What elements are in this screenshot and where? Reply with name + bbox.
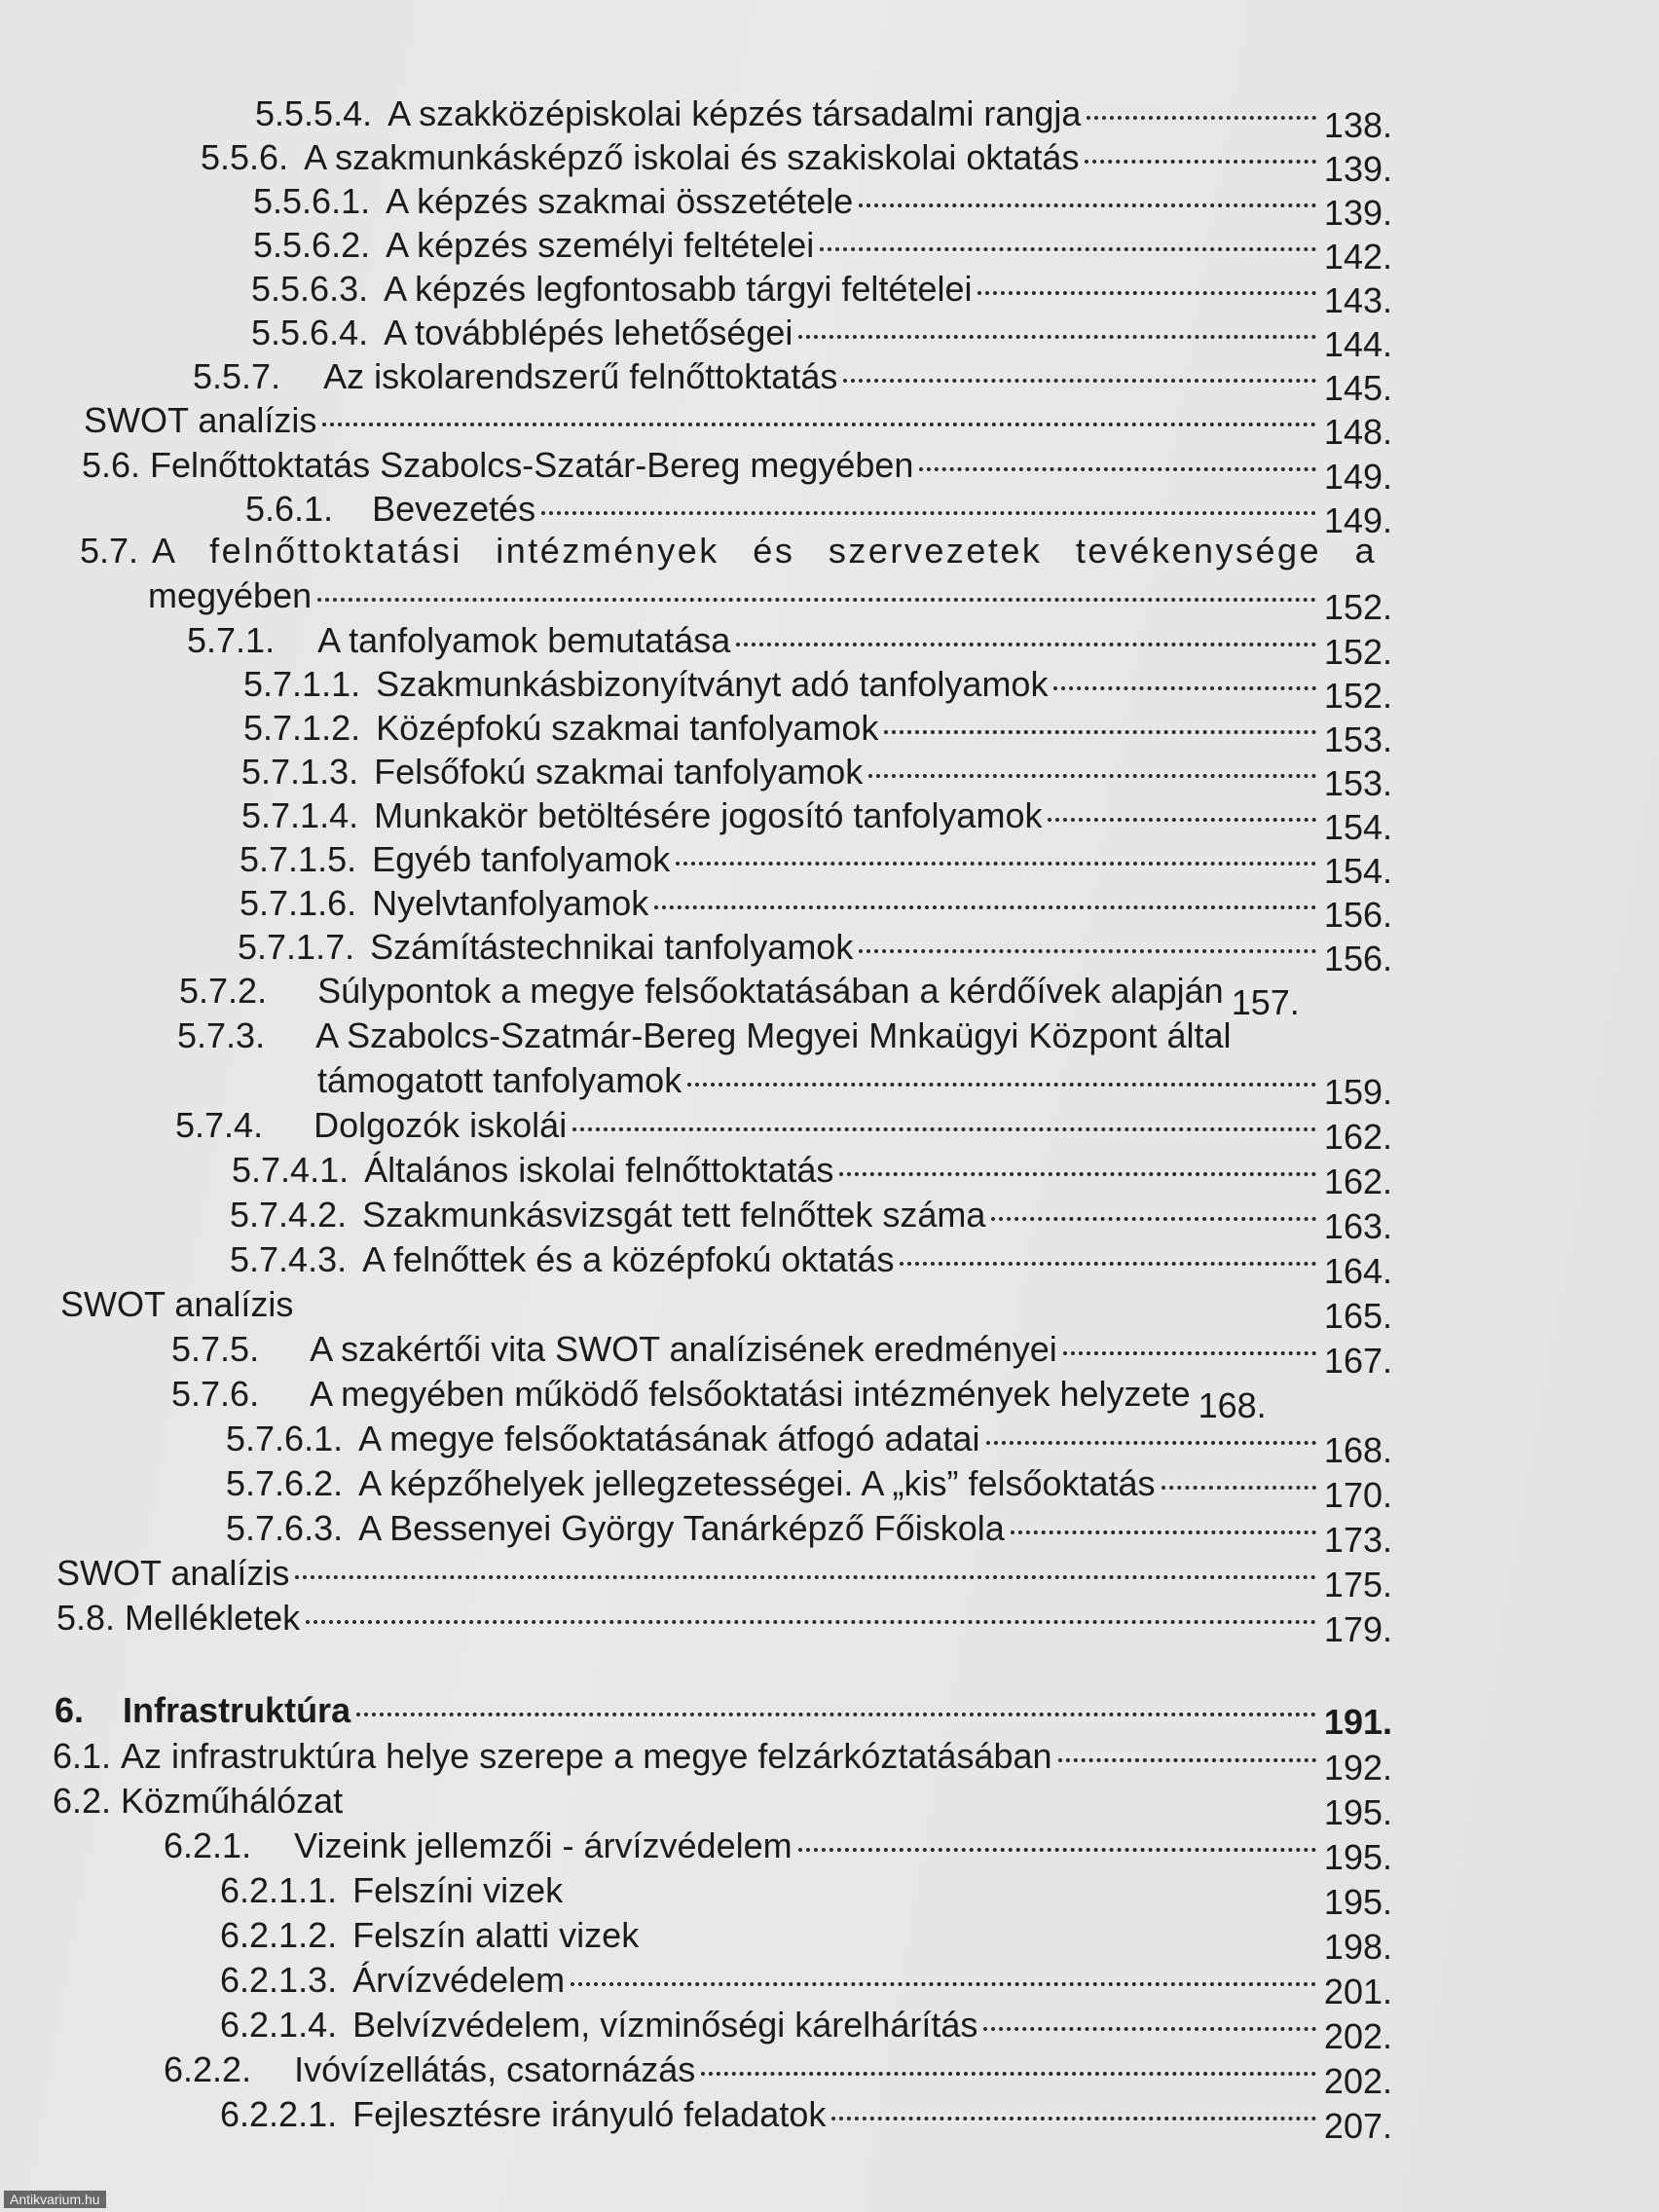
entry-number: 6.2.1.4.: [220, 2005, 338, 2045]
dot-leader: [831, 2117, 1316, 2120]
entry-page: 164.: [1323, 1251, 1392, 1291]
toc-chapter-entry: [55, 1689, 1392, 1742]
entry-page: 145.: [1323, 368, 1392, 408]
entry-number: 5.5.6.4.: [251, 313, 369, 352]
entry-page: 198.: [1323, 1927, 1392, 1967]
dot-leader: [572, 1127, 1316, 1131]
toc-entry: [243, 663, 1392, 716]
entry-number: 5.7.1.6.: [240, 883, 357, 923]
watermark-label: Antikvarium.hu: [4, 2191, 106, 2208]
entry-page: 195.: [1323, 1882, 1392, 1922]
entry-title: Bevezetés: [372, 489, 536, 529]
toc-entry: [187, 619, 1392, 672]
toc-entry: [53, 1780, 1392, 1832]
entry-page: 139.: [1323, 193, 1392, 233]
entry-page: 152.: [1323, 632, 1392, 672]
entry-number: 6.2.1.1.: [220, 1870, 338, 1910]
entry-title: A felnőttoktatási intézmények és szervezetek tevékenysége a: [152, 531, 1378, 571]
entry-title: SWOT analízis: [60, 1284, 294, 1324]
entry-page: 144.: [1323, 324, 1392, 364]
entry-page: 202.: [1323, 2061, 1392, 2101]
entry-number: 6.: [55, 1690, 85, 1730]
entry-page: 148.: [1323, 412, 1392, 452]
entry-number: 5.7.1.1.: [243, 664, 361, 704]
dot-leader: [983, 2027, 1316, 2031]
dot-leader: [349, 1803, 1316, 1807]
toc-entry: [243, 707, 1392, 759]
entry-title: Nyelvtanfolyamok: [372, 883, 649, 923]
entry-number: 6.2.1.2.: [220, 1915, 338, 1955]
toc-entry: [251, 268, 1392, 320]
toc-entry: [220, 1959, 1392, 2011]
entry-title: A Szabolcs-Szatmár-Bereg Megyei Mnkaügyi Központ által: [315, 1015, 1232, 1055]
toc-entry: [201, 136, 1392, 189]
dot-leader: [1085, 160, 1316, 164]
entry-number: 5.8.: [56, 1598, 116, 1638]
entry-page: 195.: [1323, 1837, 1392, 1877]
dot-leader: [701, 2072, 1316, 2076]
entry-title: Felnőttoktatás Szabolcs-Szatár-Bereg megyében: [150, 445, 914, 485]
toc-entry: [241, 751, 1392, 803]
entry-number: 5.7.1.2.: [243, 708, 361, 748]
dot-leader: [317, 598, 1316, 602]
entry-number: 5.6.: [82, 445, 141, 485]
dot-leader: [571, 1982, 1316, 1986]
dot-leader: [859, 949, 1316, 953]
entry-page: 170.: [1323, 1475, 1392, 1515]
entry-title: SWOT analízis: [56, 1553, 290, 1593]
toc-entry: [220, 2004, 1392, 2056]
entry-title: A szakértői vita SWOT analízisének eredményei: [310, 1329, 1057, 1369]
entry-page: 162.: [1323, 1117, 1392, 1157]
entry-number: 5.5.6.3.: [251, 269, 369, 309]
entry-title: Vizeink jellemzői - árvízvédelem: [294, 1825, 793, 1865]
toc-entry: [193, 355, 1392, 408]
entry-number: 5.5.6.1.: [253, 181, 371, 221]
entry-title: Egyéb tanfolyamok: [372, 839, 671, 879]
toc-entry: [220, 1914, 1392, 1967]
entry-page: 202.: [1323, 2016, 1392, 2056]
toc-entry: [232, 1149, 1392, 1201]
entry-page: 168.: [1323, 1430, 1392, 1470]
dot-leader: [977, 291, 1316, 295]
entry-title: Infrastruktúra: [123, 1690, 351, 1730]
entry-page: 207.: [1323, 2106, 1392, 2146]
dot-leader: [676, 862, 1316, 866]
toc-entry-wrapped-line: [80, 530, 1378, 572]
entry-number: 5.5.7.: [193, 356, 281, 396]
entry-title: A továbblépés lehetőségei: [384, 313, 793, 352]
dot-leader: [295, 1575, 1316, 1579]
dot-leader: [919, 467, 1316, 471]
dot-leader: [843, 379, 1316, 383]
entry-title: A Bessenyei György Tanárképző Főiskola: [358, 1508, 1005, 1548]
entry-page: 191.: [1323, 1702, 1392, 1742]
dot-leader: [306, 1620, 1316, 1624]
entry-page: 167.: [1323, 1341, 1392, 1381]
entry-number: 5.7.6.3.: [226, 1508, 344, 1548]
entry-number: 5.7.4.3.: [230, 1239, 348, 1279]
entry-page: 156.: [1323, 939, 1392, 978]
toc-entry: [317, 1059, 1392, 1112]
entry-title: Felszín alatti vizek: [352, 1915, 640, 1955]
entry-number: 5.7.1.: [187, 620, 276, 660]
entry-number: 5.7.1.7.: [238, 927, 355, 967]
entry-title: A felnőttek és a középfokú oktatás: [362, 1239, 895, 1279]
toc-entry: [56, 1597, 1392, 1649]
entry-page: 175.: [1323, 1565, 1392, 1604]
entry-page: 195.: [1323, 1792, 1392, 1832]
toc-entry: [238, 926, 1392, 978]
entry-title: A szakközépiskolai képzés társadalmi rangja: [387, 93, 1082, 133]
entry-title: A tanfolyamok bemutatása: [317, 620, 731, 660]
toc-entry: [84, 399, 1392, 452]
entry-title-continued: megyében: [148, 575, 313, 615]
entry-number: 5.7.4.2.: [230, 1195, 348, 1235]
dot-leader: [1087, 116, 1316, 120]
dot-leader: [1048, 818, 1316, 822]
entry-page: 201.: [1323, 1972, 1392, 2011]
entry-number: 5.7.6.1.: [226, 1419, 344, 1458]
toc-entry: [240, 838, 1392, 891]
entry-number: 5.7.4.1.: [232, 1150, 350, 1190]
entry-title: Középfokú szakmai tanfolyamok: [376, 708, 879, 748]
entry-title: Árvízvédelem: [352, 1960, 566, 2000]
entry-number: 5.7.1.5.: [240, 839, 357, 879]
toc-entry: [179, 970, 1416, 1022]
entry-title: Munkakör betöltésére jogosító tanfolyamok: [374, 795, 1043, 835]
entry-number: 6.2.2.: [164, 2049, 252, 2089]
toc-entry: [220, 2093, 1392, 2146]
dot-leader: [868, 774, 1316, 778]
entry-title: A szakmunkásképző iskolai és szakiskolai oktatás: [304, 137, 1080, 177]
entry-page: 149.: [1323, 500, 1392, 540]
entry-page: 138.: [1323, 105, 1392, 145]
entry-page: 153.: [1323, 719, 1392, 759]
dot-leader: [839, 1172, 1316, 1176]
dot-leader: [820, 247, 1316, 251]
entry-title: Általános iskolai felnőttoktatás: [364, 1150, 834, 1190]
dot-leader: [322, 423, 1316, 426]
toc-entry: [240, 882, 1392, 935]
toc-entry: [220, 1869, 1392, 1922]
toc-entry: [251, 312, 1392, 364]
toc-entry-wrapped-line: [177, 1014, 1355, 1057]
entry-title: Fejlesztésre irányuló feladatok: [352, 2094, 827, 2134]
entry-number: 5.7.1.4.: [241, 795, 359, 835]
dot-leader: [798, 335, 1316, 339]
dot-leader: [736, 643, 1316, 646]
entry-number: 5.7.4.: [175, 1105, 264, 1145]
toc-entry: [255, 92, 1392, 145]
entry-page: 152.: [1323, 587, 1392, 627]
toc-entry: [241, 794, 1392, 847]
entry-title: SWOT analízis: [84, 400, 317, 440]
entry-title: A képzőhelyek jellegzetességei. A „kis” felsőoktatás: [358, 1463, 1156, 1503]
toc-entry: [164, 2048, 1392, 2101]
entry-title: Közműhálózat: [121, 1781, 344, 1821]
dot-leader: [1011, 1530, 1316, 1534]
toc-entry: [253, 180, 1392, 233]
dot-leader: [1063, 1351, 1316, 1355]
entry-title: Számítástechnikai tanfolyamok: [370, 927, 854, 967]
toc-entry: [245, 488, 1392, 540]
entry-number: 5.5.6.2.: [253, 225, 371, 265]
entry-title: A képzés legfontosabb tárgyi feltételei: [384, 269, 973, 309]
dot-leader: [798, 1848, 1316, 1852]
toc-entry: [171, 1373, 1392, 1425]
entry-title: Szakmunkásbizonyítványt adó tanfolyamok: [376, 664, 1049, 704]
toc-entry: [226, 1418, 1392, 1470]
entry-title: A megyében működő felsőoktatási intézmények helyzete: [310, 1374, 1191, 1414]
entry-page: 156.: [1323, 895, 1392, 935]
entry-number: 5.5.5.4.: [255, 93, 373, 133]
entry-number: 6.2.1.3.: [220, 1960, 338, 2000]
entry-number: 5.7.3.: [177, 1015, 266, 1055]
entry-page: 154.: [1323, 851, 1392, 891]
dot-leader: [1161, 1486, 1316, 1490]
entry-number: 5.7.1.3.: [241, 752, 359, 792]
entry-title: Súlypontok a megye felsőoktatásában a kérdőívek alapján: [317, 971, 1224, 1011]
dot-leader: [1053, 686, 1316, 690]
entry-page: 139.: [1323, 149, 1392, 189]
entry-page: 157.: [1231, 982, 1300, 1022]
entry-page: 192.: [1323, 1748, 1392, 1788]
entry-number: 6.2.: [53, 1781, 112, 1821]
dot-leader: [645, 1937, 1316, 1941]
entry-title: Az iskolarendszerű felnőttoktatás: [323, 356, 838, 396]
entry-number: 5.6.1.: [245, 489, 334, 529]
entry-title: Szakmunkásvizsgát tett felnőttek száma: [362, 1195, 986, 1235]
entry-title-continued: támogatott tanfolyamok: [317, 1060, 682, 1100]
toc-entry: [253, 224, 1392, 276]
toc-entry: [53, 1735, 1392, 1788]
dot-leader: [299, 1307, 1316, 1310]
entry-number: 6.1.: [53, 1736, 112, 1776]
entry-page: 168.: [1198, 1385, 1267, 1425]
toc-entry: [82, 444, 1392, 497]
entry-title: Felszíni vizek: [352, 1870, 564, 1910]
entry-number: 5.7.: [80, 531, 139, 571]
entry-number: 6.2.1.: [164, 1825, 252, 1865]
entry-page: 179.: [1323, 1609, 1392, 1649]
entry-title: Az infrastruktúra helye szerepe a megye felzárkóztatásában: [121, 1736, 1052, 1776]
entry-number: 5.7.2.: [179, 971, 268, 1011]
entry-title: A képzés szakmai összetétele: [386, 181, 854, 221]
toc-entry: [56, 1552, 1392, 1604]
entry-title: Dolgozók iskolái: [313, 1105, 568, 1145]
entry-number: 6.2.2.1.: [220, 2094, 338, 2134]
dot-leader: [986, 1441, 1316, 1445]
entry-number: 5.7.6.: [171, 1374, 260, 1414]
dot-leader: [654, 905, 1316, 909]
toc-entry: [171, 1328, 1392, 1381]
dot-leader: [900, 1262, 1316, 1266]
entry-title: A megye felsőoktatásának átfogó adatai: [358, 1419, 980, 1458]
entry-title: Belvízvédelem, vízminőségi kárelhárítás: [352, 2005, 978, 2045]
dot-leader: [687, 1083, 1316, 1087]
entry-page: 149.: [1323, 457, 1392, 497]
entry-page: 143.: [1323, 280, 1392, 320]
entry-title: Ivóvízellátás, csatornázás: [294, 2049, 696, 2089]
toc-entry: [230, 1194, 1392, 1246]
entry-page: 162.: [1323, 1161, 1392, 1201]
entry-page: 154.: [1323, 807, 1392, 847]
entry-number: 5.5.6.: [201, 137, 289, 177]
entry-page: 153.: [1323, 763, 1392, 803]
entry-page: 165.: [1323, 1296, 1392, 1336]
toc-entry: [175, 1104, 1392, 1157]
toc-entry: [226, 1462, 1392, 1515]
toc-entry: [230, 1238, 1392, 1291]
entry-title: Mellékletek: [125, 1598, 301, 1638]
entry-page: 142.: [1323, 237, 1392, 276]
entry-page: 173.: [1323, 1520, 1392, 1560]
dot-leader: [859, 203, 1316, 207]
dot-leader: [991, 1217, 1316, 1221]
toc-entry: [148, 574, 1392, 627]
entry-page: 159.: [1323, 1072, 1392, 1112]
entry-number: 5.7.5.: [171, 1329, 260, 1369]
entry-title: Felsőfokú szakmai tanfolyamok: [374, 752, 864, 792]
entry-page: 163.: [1323, 1206, 1392, 1246]
dot-leader: [884, 730, 1316, 734]
toc-entry: [60, 1283, 1392, 1336]
entry-number: 5.7.6.2.: [226, 1463, 344, 1503]
entry-page: 152.: [1323, 676, 1392, 716]
toc-entry: [164, 1825, 1392, 1877]
dot-leader: [356, 1713, 1316, 1716]
dot-leader: [1058, 1758, 1316, 1762]
toc-entry: [226, 1507, 1392, 1560]
entry-title: A képzés személyi feltételei: [386, 225, 815, 265]
dot-leader: [541, 511, 1316, 515]
dot-leader: [569, 1893, 1316, 1897]
